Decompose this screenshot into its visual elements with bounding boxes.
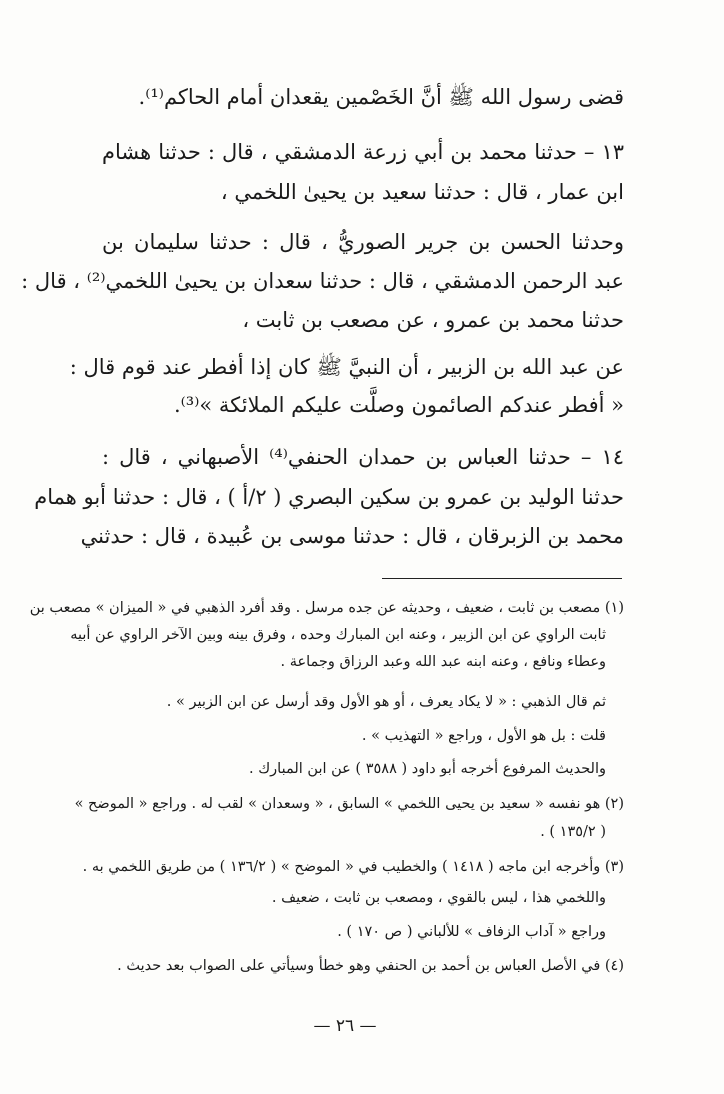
body-line: عبد الرحمن الدمشقي ، قال : حدثنا سعدان بن يحيىٰ اللخمي⁽²⁾ ، قال :: [21, 269, 624, 293]
footnote-line: والحديث المرفوع أخرجه أبو داود ( ٣٥٨٨ ) عن ابن المبارك .: [249, 761, 606, 777]
footnote-line: واللخمي هذا ، ليس بالقوي ، ومصعب بن ثابت ، ضعيف .: [271, 890, 606, 906]
body-line: عن عبد الله بن الزبير ، أن النبيَّ ﷺ كان إذا أفطر عند قوم قال :: [69, 355, 624, 379]
body-line: ١٤ – حدثنا العباس بن حمدان الحنفي⁽⁴⁾ الأصبهاني ، قال :: [102, 445, 625, 469]
footnote-line: (٢) هو نفسه « سعيد بن يحيى اللخمي » السابق ، « وسعدان » لقب له . وراجع « الموضح »: [74, 796, 624, 812]
footnote-line: (١) مصعب بن ثابت ، ضعيف ، وحديثه عن جده مرسل . وقد أفرد الذهبي في « الميزان » مصعب بن: [29, 600, 624, 616]
page-number: — ٢٦ —: [313, 1016, 377, 1036]
body-line: محمد بن الزبرقان ، قال : حدثنا موسى بن عُبيدة ، قال : حدثني: [80, 524, 624, 548]
footnote-line: ثم قال الذهبي : « لا يكاد يعرف ، أو هو الأول وقد أرسل عن ابن الزبير » .: [166, 694, 606, 710]
footnote-line: (٣) وأخرجه ابن ماجه ( ١٤١٨ ) والخطيب في « الموضح » ( ١٣٦/٢ ) من طريق اللخمي به .: [82, 859, 624, 875]
body-line: حدثنا محمد بن عمرو ، عن مصعب بن ثابت ،: [242, 308, 624, 332]
body-line: ١٣ – حدثنا محمد بن أبي زرعة الدمشقي ، قال : حدثنا هشام: [102, 140, 624, 164]
footnote-line: (٤) في الأصل العباس بن أحمد بن الحنفي وهو خطأ وسيأتي على الصواب بعد حديث .: [117, 958, 624, 974]
body-line: حدثنا الوليد بن عمرو بن سكين البصري ( ٢/أ ) ، قال : حدثنا أبو همام: [34, 485, 624, 509]
body-line: « أفطر عندكم الصائمون وصلَّت عليكم الملائكة »⁽³⁾.: [173, 393, 624, 417]
body-line: وحدثنا الحسن بن جرير الصوريُّ ، قال : حدثنا سليمان بن: [102, 230, 624, 254]
footnote-line: ثابت الراوي عن ابن الزبير ، وعنه ابن المبارك وحده ، وفرق بينه وبين الآخر الراوي عن أبيه: [70, 627, 606, 643]
footnote-line: وراجع « آداب الزفاف » للألباني ( ص ١٧٠ ) .: [337, 924, 606, 940]
footnote-line: وعطاء ونافع ، وعنه ابنه عبد الله وعبد الرزاق وجماعة .: [280, 654, 606, 670]
footnote-divider: [382, 578, 622, 579]
footnote-line: قلت : بل هو الأول ، وراجع « التهذيب » .: [361, 728, 606, 744]
body-line: قضى رسول الله ﷺ أنَّ الخَصْمين يقعدان أمام الحاكم⁽¹⁾.: [138, 85, 624, 109]
body-line: ابن عمار ، قال : حدثنا سعيد بن يحيىٰ اللخمي ،: [220, 180, 624, 204]
footnote-line: ( ١٣٥/٢ ) .: [540, 824, 606, 840]
